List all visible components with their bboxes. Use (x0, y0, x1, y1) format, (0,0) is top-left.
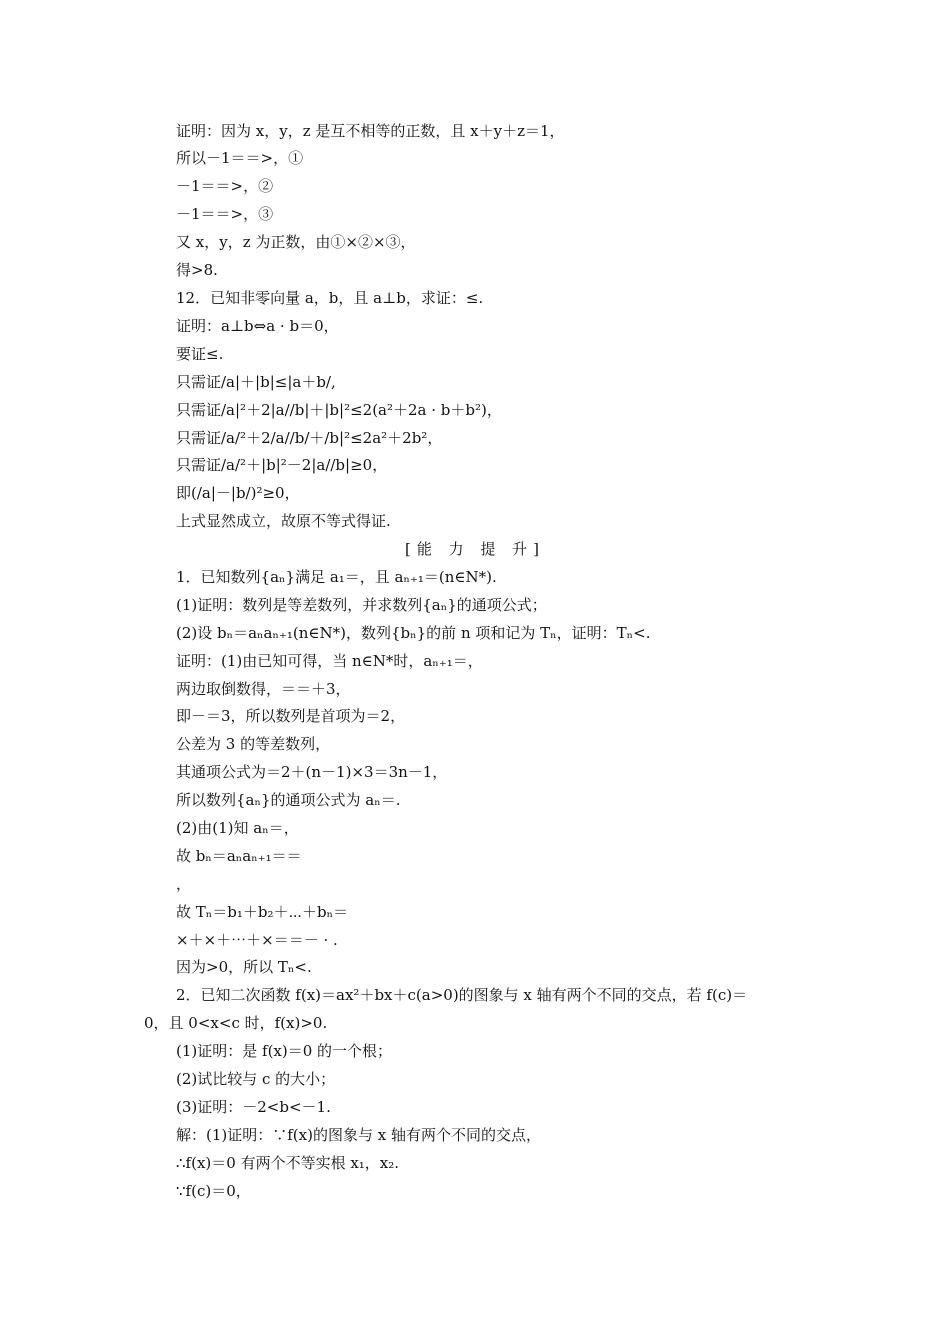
proof-step-4: 又 x，y，z 为正数，由①×②×③， (176, 233, 416, 251)
proof-conclusion: 得>8. (176, 261, 218, 279)
problem-1-step: (2)由(1)知 aₙ＝， (176, 819, 299, 837)
problem-2-step: ∵f(c)＝0， (176, 1182, 251, 1200)
proof-step-3: －1＝＝>，③ (176, 205, 274, 223)
problem-1-step: 公差为 3 的等差数列， (176, 735, 331, 753)
problem-1-part-2: (2)设 bₙ＝aₙaₙ₊₁(n∈N*)，数列{bₙ}的前 n 项和记为 Tₙ，证明：Tₙ<. (176, 624, 651, 642)
problem-12-step: 只需证/a|＋|b|≤|a＋b/, (176, 373, 336, 391)
problem-1-proof: 证明：(1)由已知可得，当 n∈N*时，aₙ₊₁＝， (176, 652, 483, 670)
problem-12-step: 只需证/a/²＋2/a//b/＋/b|²≤2a²＋2b²， (176, 429, 443, 447)
problem-2-solution: 解：(1)证明：∵f(x)的图象与 x 轴有两个不同的交点， (176, 1126, 541, 1144)
problem-2-part-2: (2)试比较与 c 的大小； (176, 1070, 336, 1088)
problem-1-step: 两边取倒数得，＝＝＋3， (176, 680, 351, 698)
problem-1-step: 即－＝3，所以数列是首项为＝2， (176, 707, 406, 725)
problem-12-step: 只需证/a|²＋2|a//b|＋|b|²≤2(a²＋2a · b＋b²)， (176, 401, 502, 419)
problem-1-conclusion: 因为>0，所以 Tₙ<. (176, 958, 312, 976)
problem-12-conclusion: 上式显然成立，故原不等式得证. (176, 512, 391, 530)
problem-12: 12．已知非零向量 a，b，且 a⊥b，求证：≤. (176, 289, 484, 307)
problem-1-part-1: (1)证明：数列是等差数列，并求数列{aₙ}的通项公式； (176, 596, 547, 614)
proof-intro: 证明：因为 x，y，z 是互不相等的正数，且 x＋y＋z＝1， (176, 122, 565, 140)
problem-2-step: ∴f(x)＝0 有两个不等实根 x₁，x₂. (176, 1154, 400, 1172)
section-heading: [能 力 提 升] (404, 540, 545, 558)
problem-12-proof: 证明：a⊥b⇔a · b＝0， (176, 317, 339, 335)
problem-1-step: 故 bₙ＝aₙaₙ₊₁＝＝ (176, 847, 302, 865)
problem-2-part-1: (1)证明：是 f(x)＝0 的一个根； (176, 1042, 393, 1060)
proof-step-1: 所以－1＝＝>，① (176, 149, 304, 167)
problem-2: 2．已知二次函数 f(x)＝ax²＋bx＋c(a>0)的图象与 x 轴有两个不同的交点，若 f(c)＝ (176, 986, 748, 1004)
problem-12-step: 只需证/a/²＋|b|²－2|a//b|≥0， (176, 456, 388, 474)
problem-1-step: 其通项公式为＝2＋(n－1)×3＝3n－1， (176, 763, 448, 781)
problem-12-step: 即(/a|－|b/)²≥0， (176, 484, 300, 502)
problem-1-step: ×＋×＋⋯＋×＝＝－ · . (176, 931, 338, 949)
problem-2-continued: 0，且 0<x<c 时，f(x)>0. (144, 1014, 328, 1032)
problem-1-step: 所以数列{aₙ}的通项公式为 aₙ＝. (176, 791, 401, 809)
problem-1-step: ， (176, 875, 192, 893)
problem-1: 1．已知数列{aₙ}满足 a₁＝，且 aₙ₊₁＝(n∈N*). (176, 568, 497, 586)
problem-2-part-3: (3)证明：－2<b<－1. (176, 1098, 331, 1116)
proof-step-2: －1＝＝>，② (176, 177, 274, 195)
problem-12-step: 要证≤. (176, 345, 224, 363)
problem-1-step: 故 Tₙ＝b₁＋b₂＋⋯＋bₙ＝ (176, 903, 349, 921)
